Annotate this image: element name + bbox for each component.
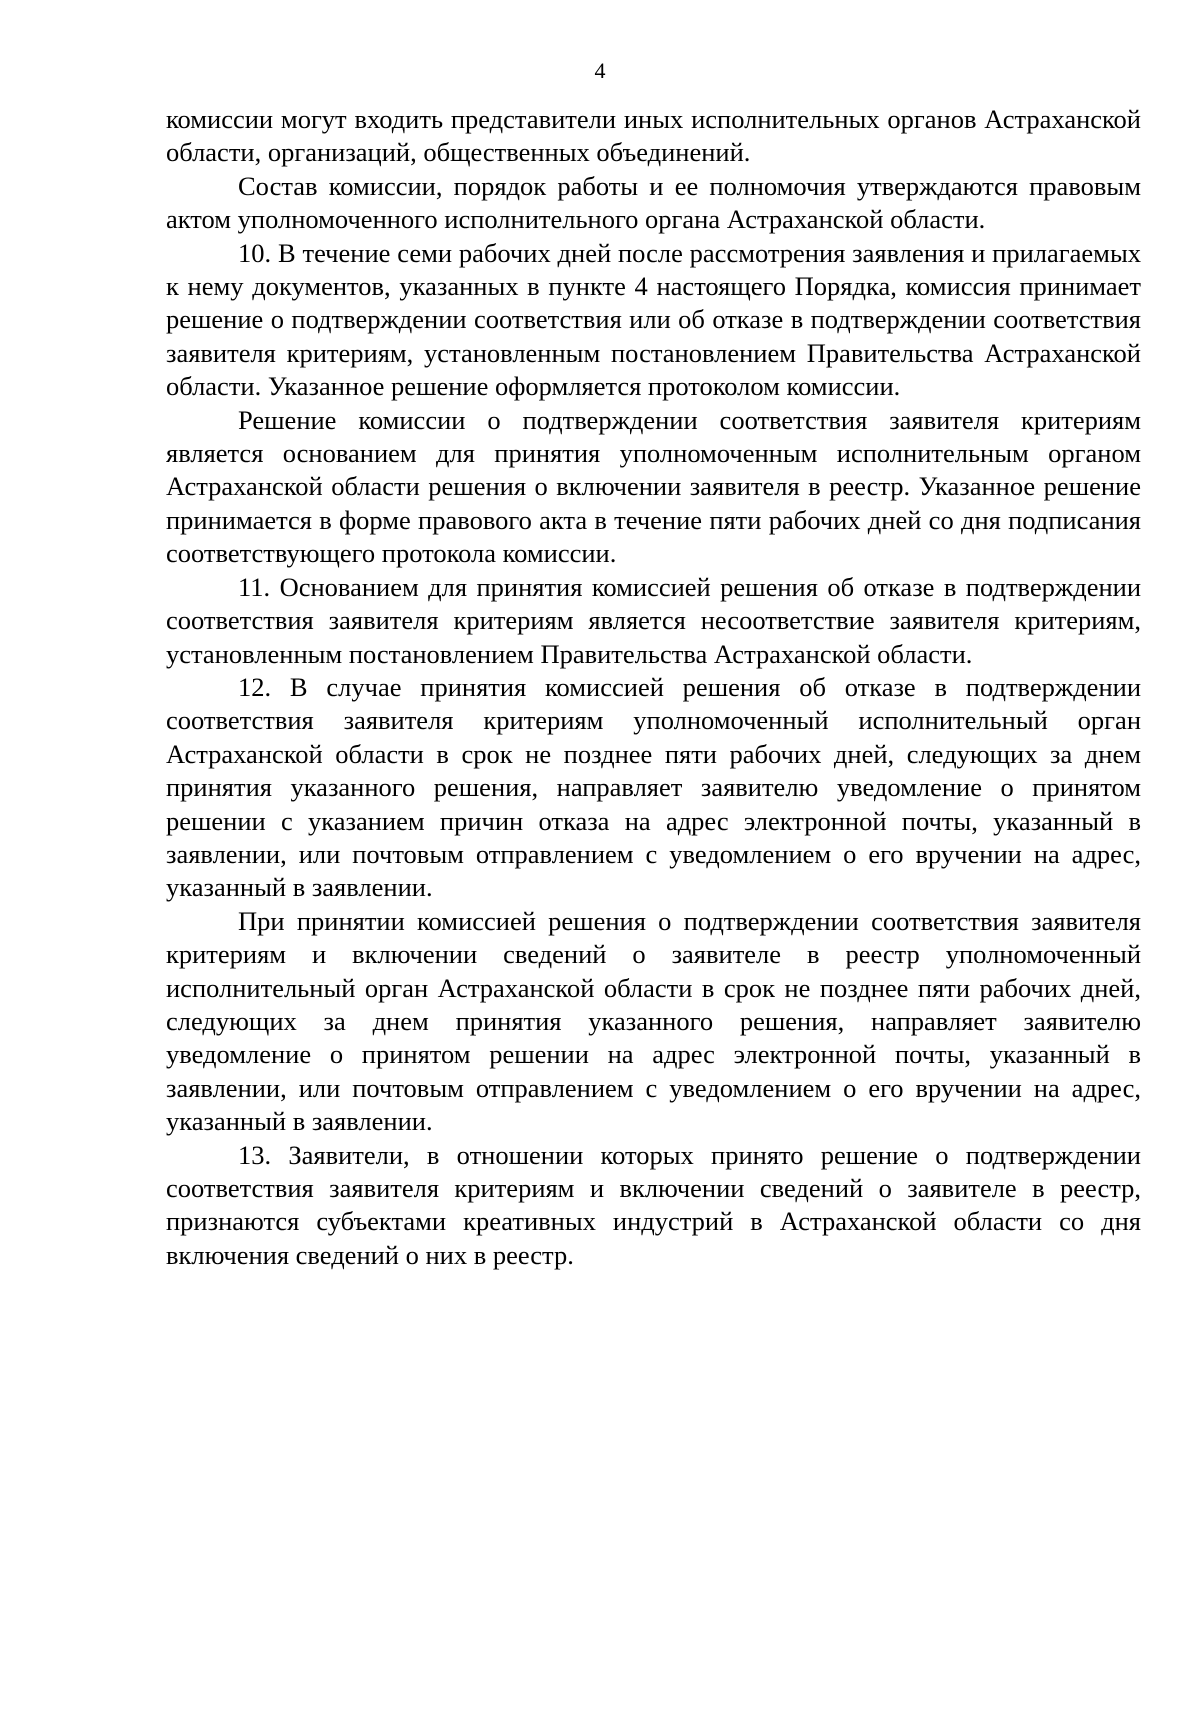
paragraph-item-12: 12. В случае принятия комиссией решения об отказе в подтверждении соответствия заявителя критериям уполномоченный исполнительный орган Астраханской области в срок не позднее пяти рабочих дней, следующих за днем принятия указанного решения, направляет заявителю уведомление о принятом решении с указанием причин отказа на адрес электронной почты, указанный в заявлении, или почтовым отправлением с уведомлением о его вручении на адрес, указанный в заявлении. [166,671,1141,903]
paragraph-confirmation-notice: При принятии комиссией решения о подтверждении соответствия заявителя критериям и включении сведений о заявителе в реестр уполномоченный исполнительный орган Астраханской области в срок не позднее пяти рабочих дней, следующих за днем принятия указанного решения, направляет заявителю уведомление о принятом решении на адрес электронной почты, указанный в заявлении, или почтовым отправлением с уведомлением о его вручении на адрес, указанный в заявлении. [166,905,1141,1137]
page-number: 4 [594,58,606,83]
document-body [166,103,1141,1272]
paragraph-continuation: комиссии могут входить представители иных исполнительных органов Астраханской области, организаций, общественных объединений. [166,104,1141,168]
paragraph-item-13: 13. Заявители, в отношении которых принято решение о подтверждении соответствия заявителя критериям и включении сведений о заявителе в реестр, признаются субъектами креативных индустрий в Астраханской области со дня включения сведений о них в реестр. [166,1139,1141,1270]
paragraph-decision-basis: Решение комиссии о подтверждении соответствия заявителя критериям является основанием для принятия уполномоченным исполнительным органом Астраханской области решения о включении заявителя в реестр. Указанное решение принимается в форме правового акта в течение пяти рабочих дней со дня подписания соответствующего протокола комиссии. [166,404,1141,569]
paragraph-commission-composition: Состав комиссии, порядок работы и ее полномочия утверждаются правовым актом уполномоченного исполнительного органа Астраханской области. [166,170,1141,235]
paragraph-item-10: 10. В течение семи рабочих дней после рассмотрения заявления и прилагаемых к нему документов, указанных в пункте 4 настоящего Порядка, комиссия принимает решение о подтверждении соответствия или об отказе в подтверждении соответствия заявителя критериям, установленным постановлением Правительства Астраханской области. Указанное решение оформляется протоколом комиссии. [166,237,1141,402]
paragraph-item-11: 11. Основанием для принятия комиссией решения об отказе в подтверждении соответствия заявителя критериям является несоответствие заявителя критериям, установленным постановлением Правительства Астраханской области. [166,571,1141,669]
